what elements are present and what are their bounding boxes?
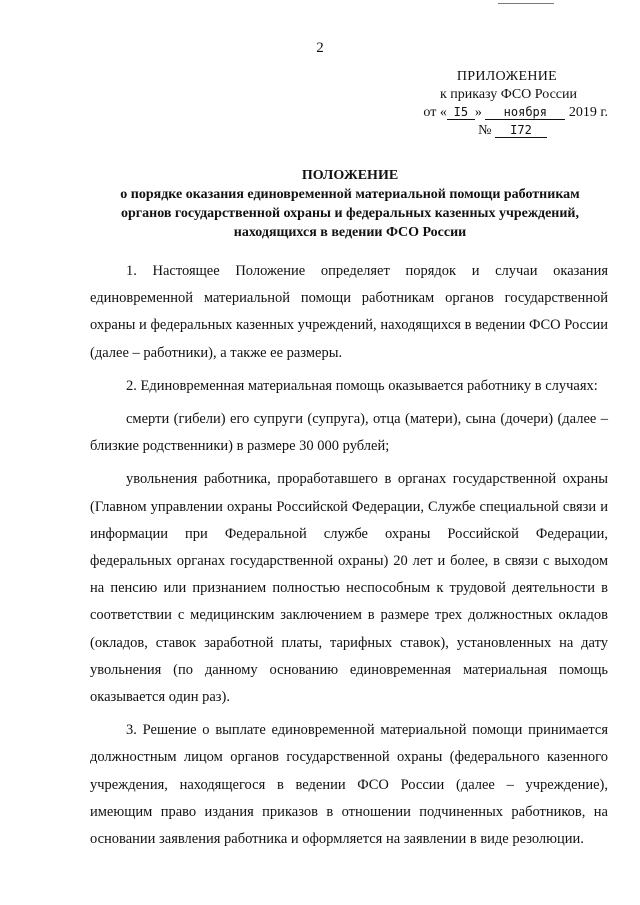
document-body <box>90 258 608 853</box>
date-mid: » <box>474 105 482 120</box>
date-month: ноября <box>485 106 565 120</box>
annex-title: ПРИЛОЖЕНИЕ <box>456 69 557 84</box>
paragraph-2: 2. Единовременная материальная помощь оказывается работнику в случаях: <box>126 377 598 394</box>
page-number: 2 <box>316 40 324 56</box>
heading-line: о порядке оказания единовременной материальной помощи работникам <box>120 187 580 202</box>
order-number: I72 <box>495 124 547 138</box>
annex-order-ref: к приказу ФСО России <box>439 87 577 102</box>
annex-number-line <box>380 122 610 140</box>
paragraph-2-case-dismissal: увольнения работника, проработавшего в органах государственной охраны (Главном управлении охраны Российской Федерации, Службе специальной связи и информации при Федеральной службе охраны Российской Федерации, федеральных органах государственной охраны) 20 лет и более, в связи с выходом на пенсию или признанием полностью неспособным к трудовой деятельности в соответствии с медицинским заключением в размере трех должностных окладов (окладов, ставок заработной платы, тарифных ставок), установленных на дату увольнения (по данному основанию единовременная материальная помощь оказывается один раз). <box>90 471 608 706</box>
annex-block <box>380 68 610 140</box>
heading-line: находящихся в ведении ФСО России <box>233 225 467 240</box>
date-year: 2019 г. <box>568 105 608 120</box>
annex-date-line <box>380 104 610 122</box>
date-day: I5 <box>447 106 475 120</box>
scan-artifact-line <box>498 3 554 4</box>
paragraph-2-case-death: смерти (гибели) его супруги (супруга), отца (матери), сына (дочери) (далее – близкие родственники) в размере 30 000 рублей; <box>90 411 608 455</box>
heading-line: органов государственной охраны и федеральных казенных учреждений, <box>121 206 579 221</box>
heading-title: ПОЛОЖЕНИЕ <box>301 168 399 183</box>
paragraph-3: 3. Решение о выплате единовременной материальной помощи принимается должностным лицом органов государственной охраны (федерального казенного учреждения, находящегося в ведении ФСО России (далее – учреждение), имеющим право издания приказов в отношении подчиненных работников, на основании заявления работника и оформляется на заявлении в виде резолюции. <box>90 722 608 848</box>
paragraph-1: 1. Настоящее Положение определяет порядок и случаи оказания единовременной материальной помощи работникам органов государственной охраны и федеральных казенных учреждений, находящихся в ведении ФСО России (далее – работники), а также ее размеры. <box>90 263 608 361</box>
document-heading <box>80 166 620 242</box>
date-prefix: от « <box>423 105 447 120</box>
number-label: № <box>478 123 492 138</box>
